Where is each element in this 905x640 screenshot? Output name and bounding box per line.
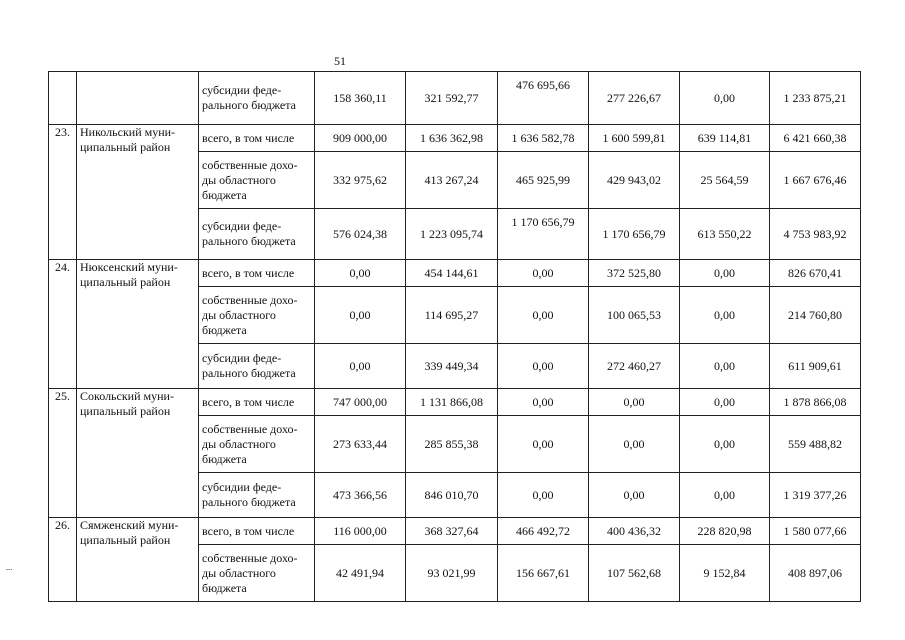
amount-cell: 100 065,53 [589, 287, 680, 344]
district-name-cell: Нюксенский муни-ципальный район [77, 260, 199, 389]
amount-cell: 826 670,41 [770, 260, 861, 287]
district-name-cell: Сямженский муни-ципальный район [77, 518, 199, 602]
table-row [49, 389, 861, 416]
amount-cell: 1 636 362,98 [406, 125, 498, 152]
amount-cell: 0,00 [680, 473, 770, 518]
amount-cell: 0,00 [680, 287, 770, 344]
page-number: 51 [334, 54, 346, 68]
amount-cell: 613 550,22 [680, 209, 770, 260]
funding-source-cell: субсидии феде-рального бюджета [199, 209, 315, 260]
amount-cell: 1 131 866,08 [406, 389, 498, 416]
row-number-cell [49, 72, 77, 125]
amount-cell: 0,00 [589, 389, 680, 416]
amount-cell: 116 000,00 [315, 518, 406, 545]
amount-cell: 0,00 [498, 260, 589, 287]
amount-cell: 273 633,44 [315, 416, 406, 473]
amount-cell: 214 760,80 [770, 287, 861, 344]
row-number-cell: 23. [49, 125, 77, 260]
amount-cell: 576 024,38 [315, 209, 406, 260]
amount-cell: 429 943,02 [589, 152, 680, 209]
amount-cell: 114 695,27 [406, 287, 498, 344]
amount-cell: 25 564,59 [680, 152, 770, 209]
table-row [49, 125, 861, 152]
amount-cell: 0,00 [315, 260, 406, 287]
amount-cell: 476 695,66 [498, 72, 589, 125]
amount-cell: 0,00 [589, 416, 680, 473]
amount-cell: 611 909,61 [770, 344, 861, 389]
amount-cell: 0,00 [498, 287, 589, 344]
amount-cell: 408 897,06 [770, 545, 861, 602]
amount-cell: 0,00 [498, 473, 589, 518]
amount-cell: 1 600 599,81 [589, 125, 680, 152]
amount-cell: 0,00 [680, 260, 770, 287]
amount-cell: 228 820,98 [680, 518, 770, 545]
funding-source-cell: субсидии феде-ральногo бюджета [199, 72, 315, 125]
amount-cell: 465 925,99 [498, 152, 589, 209]
budget-table [48, 71, 861, 602]
amount-cell: 272 460,27 [589, 344, 680, 389]
amount-cell: 0,00 [315, 287, 406, 344]
row-number-cell: 24. [49, 260, 77, 389]
district-name-cell: Сокольский муни-ципальный район [77, 389, 199, 518]
funding-source-cell: всего, в том числе [199, 389, 315, 416]
row-number-cell: 26. [49, 518, 77, 602]
table-row [49, 260, 861, 287]
amount-cell: 454 144,61 [406, 260, 498, 287]
amount-cell: 339 449,34 [406, 344, 498, 389]
amount-cell: 285 855,38 [406, 416, 498, 473]
amount-cell: 277 226,67 [589, 72, 680, 125]
amount-cell: 321 592,77 [406, 72, 498, 125]
funding-source-cell: субсидии феде-рального бюджета [199, 344, 315, 389]
funding-source-cell: собственные дохо-ды областного бюджета [199, 545, 315, 602]
amount-cell: 747 000,00 [315, 389, 406, 416]
amount-cell: 0,00 [498, 389, 589, 416]
amount-cell: 0,00 [680, 389, 770, 416]
table-row [49, 518, 861, 545]
amount-cell: 559 488,82 [770, 416, 861, 473]
amount-cell: 1 170 656,79 [589, 209, 680, 260]
funding-source-cell: всего, в том числе [199, 260, 315, 287]
funding-source-cell: собственные дохо-ды областного бюджета [199, 152, 315, 209]
amount-cell: 0,00 [680, 416, 770, 473]
amount-cell: 1 878 866,08 [770, 389, 861, 416]
table-row [49, 72, 861, 125]
amount-cell: 372 525,80 [589, 260, 680, 287]
amount-cell: 0,00 [680, 344, 770, 389]
amount-cell: 0,00 [680, 72, 770, 125]
amount-cell: 1 170 656,79 [498, 209, 589, 260]
amount-cell: 400 436,32 [589, 518, 680, 545]
amount-cell: 107 562,68 [589, 545, 680, 602]
district-name-cell: Никольский муни-ципальный район [77, 125, 199, 260]
amount-cell: 1 223 095,74 [406, 209, 498, 260]
amount-cell: 466 492,72 [498, 518, 589, 545]
amount-cell: 0,00 [589, 473, 680, 518]
amount-cell: 1 667 676,46 [770, 152, 861, 209]
amount-cell: 93 021,99 [406, 545, 498, 602]
amount-cell: 4 753 983,92 [770, 209, 861, 260]
amount-cell: 1 580 077,66 [770, 518, 861, 545]
funding-source-cell: субсидии феде-рального бюджета [199, 473, 315, 518]
amount-cell: 413 267,24 [406, 152, 498, 209]
amount-cell: 368 327,64 [406, 518, 498, 545]
scan-edge-mark: ⁝ [4, 568, 14, 571]
amount-cell: 6 421 660,38 [770, 125, 861, 152]
district-name-cell [77, 72, 199, 125]
funding-source-cell: всего, в том числе [199, 518, 315, 545]
amount-cell: 332 975,62 [315, 152, 406, 209]
amount-cell: 0,00 [315, 344, 406, 389]
amount-cell: 0,00 [498, 344, 589, 389]
amount-cell: 1 636 582,78 [498, 125, 589, 152]
amount-cell: 1 233 875,21 [770, 72, 861, 125]
amount-cell: 9 152,84 [680, 545, 770, 602]
table-body [49, 72, 861, 602]
amount-cell: 1 319 377,26 [770, 473, 861, 518]
amount-cell: 156 667,61 [498, 545, 589, 602]
row-number-cell: 25. [49, 389, 77, 518]
amount-cell: 473 366,56 [315, 473, 406, 518]
funding-source-cell: собственные дохо-ды областного бюджета [199, 287, 315, 344]
funding-source-cell: всего, в том числе [199, 125, 315, 152]
amount-cell: 0,00 [498, 416, 589, 473]
amount-cell: 846 010,70 [406, 473, 498, 518]
amount-cell: 639 114,81 [680, 125, 770, 152]
amount-cell: 42 491,94 [315, 545, 406, 602]
amount-cell: 909 000,00 [315, 125, 406, 152]
amount-cell: 158 360,11 [315, 72, 406, 125]
funding-source-cell: собственные дохо-ды областного бюджета [199, 416, 315, 473]
